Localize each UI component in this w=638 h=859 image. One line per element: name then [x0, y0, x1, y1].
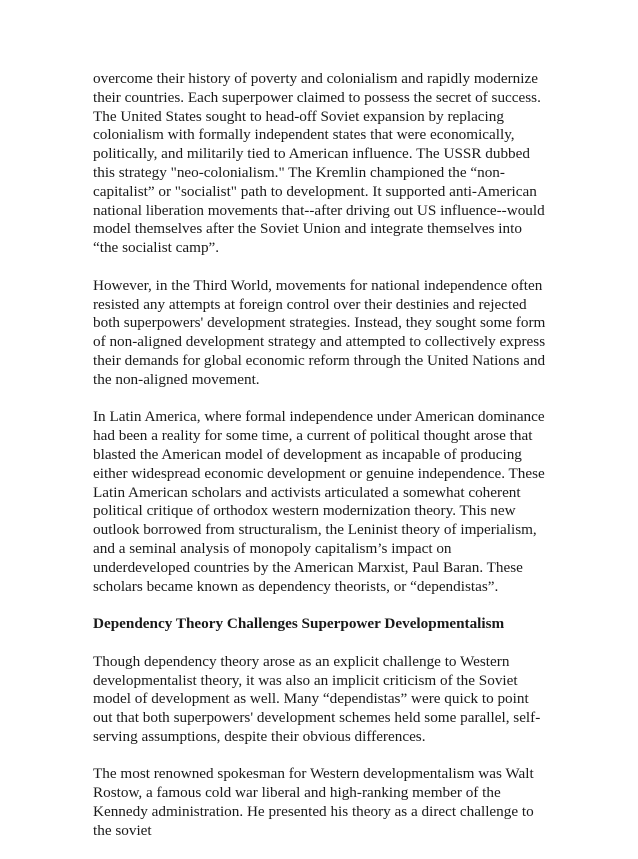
paragraph-rostow: The most renowned spokesman for Western developmentalism was Walt Rostow, a famous cold war liberal and high-ranking member of the Kennedy administration. He presented his theory as a direct challenge to the soviet	[93, 765, 534, 839]
paragraph-dependency-theory: Though dependency theory arose as an explicit challenge to Western developmentalist theory, it was also an implicit criticism of the Soviet model of development as well. Many “dependistas” were quick to point out that both superpowers' development schemes held some parallel, self-serving assumptions, despite their obvious differences.	[93, 652, 541, 745]
paragraph-third-world: However, in the Third World, movements for national independence often resisted any attempts at foreign control over their destinies and rejected both superpowers' development strategies. Instead, they sought some form of non-aligned development strategy and attempted to collectively express their demands for global economic reform through the United Nations and the non-aligned movement.	[93, 276, 546, 388]
paragraph-latin-america: In Latin America, where formal independence under American dominance had been a reality for some time, a current of political thought arose that blasted the American model of development as incapable of producing either widespread economic development or genuine independence. These Latin American scholars and activists articulated a somewhat coherent political critique of orthodox western modernization theory. This new outlook borrowed from structuralism, the Leninist theory of imperialism, and a seminal analysis of monopoly capitalism’s impact on underdeveloped countries by the American Marxist, Paul Baran. These scholars became known as dependency theorists, or “dependistas”.	[93, 408, 545, 595]
paragraph-superpower-strategies: overcome their history of poverty and colonialism and rapidly modernize their countries. Each superpower claimed to possess the secret of success. The United States sought to head-off Soviet expansion by replacing colonialism with formally independent states that were economically, politically, and militarily tied to American influence. The USSR dubbed this strategy "neo-colonialism." The Kremlin championed the “non-capitalist” or "socialist" path to development. It supported anti-American national liberation movements that--after driving out US influence--would model themselves after the Soviet Union and integrate themselves into “the socialist camp”.	[93, 70, 545, 257]
section-heading: Dependency Theory Challenges Superpower Developmentalism	[93, 615, 505, 633]
body-text	[93, 70, 548, 859]
